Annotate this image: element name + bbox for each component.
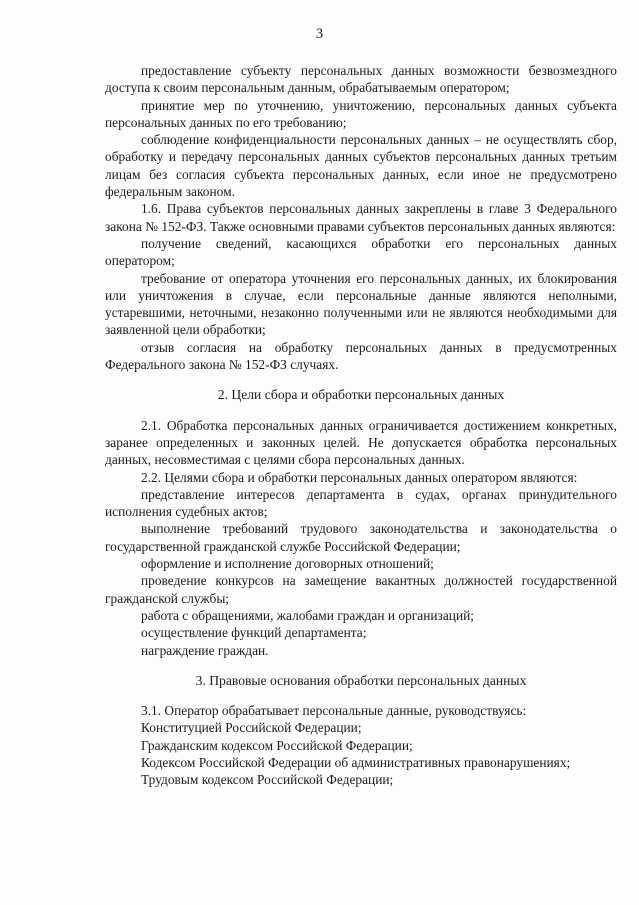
list-item: представление интересов департамента в судах, органах принудительного исполнения судебных актов; [105, 486, 617, 520]
list-item: получение сведений, касающихся обработки его персональных данных оператором; [105, 235, 617, 269]
list-item: Трудовым кодексом Российской Федерации; [141, 772, 394, 788]
list-item: Гражданским кодексом Российской Федерации; [141, 737, 413, 753]
section-heading-3: 3. Правовые основания обработки персональных данных [195, 672, 527, 688]
list-item: требование от оператора уточнения его персональных данных, их блокирования или уничтожения в случае, если персональные данные являются неполными, устаревшими, неточными, незаконно полученными или не являются необходимыми для заявленной цели обработки; [105, 270, 617, 338]
list-item: предоставление субъекту персональных данных возможности безвозмездного доступа к своим персональным данным, обрабатываемым оператором; [105, 63, 617, 96]
list-item: Конституцией Российской Федерации; [141, 720, 362, 736]
paragraph-1-6: 1.6. Права субъектов персональных данных закреплены в главе 3 Федерального закона № 152-ФЗ. Также основными правами субъектов персональных данных являются: [105, 201, 617, 234]
list-item: награждение граждан. [141, 642, 269, 658]
section-heading-2: 2. Цели сбора и обработки персональных данных [217, 387, 505, 403]
list-item: Кодексом Российской Федерации об административных правонарушениях; [141, 754, 571, 770]
list-item: оформление и исполнение договорных отношений; [141, 556, 434, 572]
list-item: отзыв согласия на обработку персональных данных в предусмотренных Федерального закона № 152-ФЗ случаях. [105, 339, 617, 373]
page-number: 3 [315, 26, 324, 42]
document-body [105, 62, 617, 789]
list-item: работа с обращениями, жалобами граждан и организаций; [141, 607, 475, 623]
list-item: проведение конкурсов на замещение вакантных должностей государственной гражданской службы; [105, 573, 617, 606]
list-item: выполнение требований трудового законодательства и законодательства о государственной гражданской службе Российской Федерации; [105, 521, 617, 554]
list-item: соблюдение конфиденциальности персональных данных – не осуществлять сбор, обработку и передачу персональных данных субъектов персональных данных третьим лицам без согласия субъекта персональных данных, если иное не предусмотрено федеральным законом. [105, 132, 617, 200]
paragraph-2-1: 2.1. Обработка персональных данных ограничивается достижением конкретных, заранее определенных и законных целей. Не допускается обработка персональных данных, несовместимая с целями сбора персональных данных. [105, 417, 617, 468]
paragraph-3-1: 3.1. Оператор обрабатывает персональные данные, руководствуясь: [141, 703, 527, 719]
list-item: принятие мер по уточнению, уничтожению, персональных данных субъекта персональных данных по его требованию; [105, 97, 617, 130]
paragraph-2-2: 2.2. Целями сбора и обработки персональных данных оператором являются: [141, 469, 578, 485]
list-item: осуществление функций департамента; [141, 625, 367, 641]
